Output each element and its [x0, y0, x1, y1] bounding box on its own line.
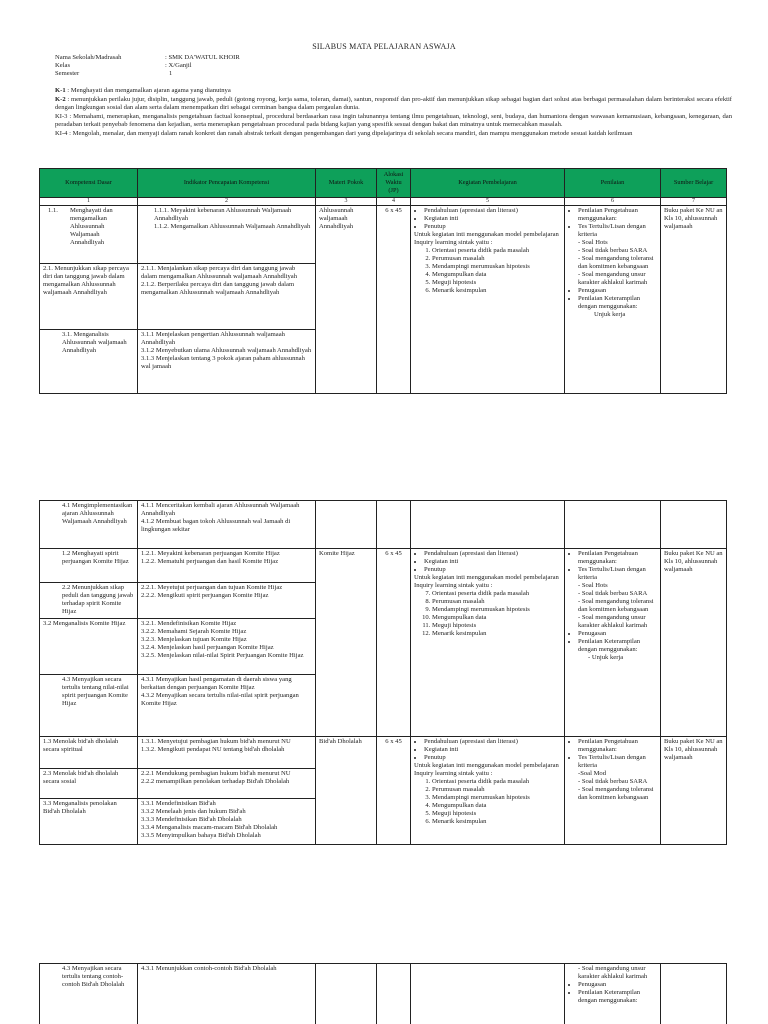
- materi-cell: Ahlussunnah waljamaah Annahdliyah: [316, 206, 377, 394]
- syllabus-table-2: [39, 500, 727, 845]
- materi-cell: Komite Hijaz: [316, 549, 377, 737]
- penilaian-cell: • Penilaian Pengetahuan menggunakan: • Tes Tertulis/Lisan dengan kriteria - Soal Hots - Soal tidak berbau SARA - Soal mengandung toleransi dan komitmen kebangsaan - Soal mengandung unsur karakter akhlakul karimah • Penugasan • Penilaian Keterampilan dengan menggunakan: - Unjuk kerja: [565, 549, 661, 737]
- table-row: [40, 964, 727, 1024]
- sumber-cell: Buku paket Ke NU an Kls 10, ahlussunnah waljamaah: [661, 549, 727, 737]
- kd-cell: 4.3 Menyajikan secara tertulis tentang nilai-nilai spirit perjuangan Komite Hijaz: [40, 675, 138, 737]
- info-semester: Semester 1: [55, 70, 173, 78]
- penilaian-cell: - Soal mengandung unsur karakter akhlakul karimah • Penugasan • Penilaian Keterampilan dengan menggunakan:: [565, 964, 661, 1024]
- sumber-cell: Buku paket Ke NU an Kls 10, ahlussunnah waljamaah: [661, 206, 727, 394]
- sumber-cell: Buku paket Ke NU an Kls 10, ahlussunnah waljamaah: [661, 737, 727, 845]
- info-class: Kelas : X/Ganjil: [55, 62, 192, 70]
- kegiatan-cell: • Pendahuluan (apresiasi dan literasi) • Kegiatan inti • Penutup Untuk kegiatan inti menggunakan model pembelajaran Inquiry learning sintak yaitu : 1. Orientasi peserta didik pada masalah 2. Perumusan masalah 3. Mendampingi merumuskan hipotesis 4. Mengumpulkan data 5. Meguji hipotesis 6. Menarik kesimpulan: [411, 206, 565, 394]
- indicator-cell: 4.3.1 Menunjukkan contoh-contoh Bid'ah Dholalah: [138, 964, 316, 1024]
- indicator-cell: 2.2.1. Meyetujui perjuangan dan tujuan Komite Hijaz 2.2.2. Mengikuti spirit perjuangan Komite Hijaz: [138, 583, 316, 619]
- indicator-cell: 1.2.1. Meyakini kebenaran perjuangan Komite Hijaz 1.2.2. Mematuhi perjuangan dan hasil Komite Hijaz: [138, 549, 316, 583]
- table-header-row: Kompetensi Dasar Indikator Pencapaian Kompetensi Materi Pokok Alokasi Waktu (JP) Kegiatan Pembelajaran Penilaian Sumber Belajar: [40, 169, 727, 198]
- indicator-cell: 3.3.1 Mendefinisikan Bid'ah 3.3.2 Menelaah jenis dan hukum Bid'ah 3.3.3 Mendefinisikan Bid'ah Dholalah 3.3.4 Menganalisis macam-macam Bid'ah Dholalah 3.3.5 Menyimpulkan bahaya Bid'ah Dholalah: [138, 799, 316, 845]
- info-school: Nama Sekolah/Madrasah : SMK DA'WATUL KHOIR: [55, 54, 240, 61]
- ki-4: KI-4 : Mengolah, menalar, dan menyaji dalam ranah konkret dan ranah abstrak terkait dengan pengembangan dari yang dipelajarinya di sekolah secara mandiri, dan mampu menggunakan metode sesuai kaidah keilmuan: [55, 130, 633, 138]
- school-info: [55, 54, 240, 79]
- kd-cell: 1.3 Menolak bid'ah dholalah secara spiritual: [40, 737, 138, 769]
- ki-1: K-1 : Menghayati dan mengamalkan ajaran agama yang dianutnya: [55, 87, 231, 94]
- kd-cell: 3.2 Menganalisis Komite Hijaz: [40, 619, 138, 675]
- syllabus-table-1: [39, 168, 727, 394]
- table-row: [40, 206, 727, 264]
- core-competencies: [55, 87, 732, 139]
- materi-cell: Bid'ah Dholalah: [316, 737, 377, 845]
- ki-2: K-2 : menunjukkan perilaku jujur, disiplin, tanggung jawab, peduli (gotong royong, kerja sama, toleran, damai), santun, responsif dan pro-aktif dan menunjukkan sikap sebagai bagian dari solusi atas berbagai permasalahan dalam berinteraksi secara efektif dengan lingkungan sosial dan alam serta dalam menempatkan diri sebagai cerminan bangsa dalam pergaulan dunia.: [55, 96, 732, 112]
- kegiatan-cell: • Pendahuluan (apresiasi dan literasi) • Kegiatan inti • Penutup Untuk kegiatan inti menggunakan model pembelajaran Inquiry learning sintak yaitu : 1. Orientasi peserta didik pada masalah 2. Perumusan masalah 3. Mendampingi merumuskan hipotesis 4. Mengumpulkan data 5. Meguji hipotesis 6. Menarik kesimpulan: [411, 737, 565, 845]
- kd-cell: 2.3 Menolak bid'ah dholalah secara sosial: [40, 769, 138, 799]
- indicator-cell: 2.2.1 Mendukung pembagian hukum bid'ah menurut NU 2.2.2 menampilkan penolakan terhadap Bid'ah Dholalah: [138, 769, 316, 799]
- indicator-cell: 4.3.1 Menyajikan hasil pengamatan di daerah siswa yang berkaitan dengan perjuangan Komite Hijaz 4.3.2 Menyajikan secara tertulis nilai-nilai spirit perjuangan Komite Hijaz: [138, 675, 316, 737]
- kd-cell: 2.1. Menunjukkan sikap percaya diri dan tanggung jawab dalam mengamalkan Ahlussunnah waljamaah Annahdliyah: [40, 264, 138, 330]
- page-title: SILABUS MATA PELAJARAN ASWAJA: [312, 42, 456, 51]
- penilaian-cell: • Penilaian Pengetahuan menggunakan: • Tes Tertulis/Lisan dengan kriteria -Soal Mod - Soal tidak berbau SARA - Soal mengandung toleransi dan komitmen kebangsaan: [565, 737, 661, 845]
- kd-cell: 4.1 Mengimplementasikan ajaran Ahlussunnah Waljamaah Annahdliyah: [40, 501, 138, 549]
- syllabus-table-3: [39, 963, 727, 1024]
- waktu-cell: 6 x 45: [377, 549, 411, 737]
- kd-cell: 3.1. Menganalisis Ahlussunnah waljamaah Annahdliyah: [40, 330, 138, 394]
- indicator-cell: 1.1.1. Meyakini kebenaran Ahlussunnah Waljamaah Annahdliyah 1.1.2. Mengamalkan Ahlussunnah Waljamaah Annahdliyah: [138, 206, 316, 264]
- table-row: [40, 501, 727, 549]
- indicator-cell: 4.1.1 Menceritakan kembali ajaran Ahlussunnah Waljamaah Annahdliyah 4.1.2 Membuat bagan tokoh Ahlussunnah wal Jamaah di lingkungan sekitar: [138, 501, 316, 549]
- waktu-cell: 6 x 45: [377, 737, 411, 845]
- penilaian-cell: • Penilaian Pengetahuan menggunakan: • Tes Tertulis/Lisan dengan kriteria - Soal Hots - Soal tidak berbau SARA - Soal mengandung toleransi dan komitmen kebangsaan - Soal mengandung unsur karakter akhlakul karimah • Penugasan • Penilaian Keterampilan dengan menggunakan: Unjuk kerja: [565, 206, 661, 394]
- indicator-cell: 3.1.1 Menjelaskan pengertian Ahlussunnah waljamaah Annahdliyah 3.1.2 Menyebutkan ulama Ahlussunnah waljamaah Annahdliyah 3.1.3 Menjelaskan tentang 3 pokok ajaran paham ahlussunnah wal jamaah: [138, 330, 316, 394]
- indicator-cell: 1.3.1. Menyetujui pembagian hukum bid'ah menurut NU 1.3.2. Mengikuti pendapat NU tentang bid'ah dholalah: [138, 737, 316, 769]
- table-row: [40, 549, 727, 583]
- kegiatan-cell: • Pendahuluan (apresiasi dan literasi) • Kegiatan inti • Penutup Untuk kegiatan inti menggunakan model pembelajaran Inquiry learning sintak yaitu : 7. Orientasi peserta didik pada masalah 8. Perumusan masalah 9. Mendampingi merumuskan hipotesis 10. Mengumpulkan data 11. Meguji hipotesis 12. Menarik kesimpulan: [411, 549, 565, 737]
- ki-3: KI-3 : Memahami, menerapkan, menganalisis pengetahuan factual konseptual, procedural berdasarkan rasa ingin tahunannya tentang ilmu pengetahuan, teknologi, seni, budaya, dan humaniora dengan wawasan kemanusiaan, kebangsaan, kenegaraan, dan peradaban terkait penyebab fenomena dan kejadian, serta menerapkan pengetahuan procedural pada bidang kajian yang spesifik sesuai dengan bakat dan minatnya untuk memecahkan masalah.: [55, 113, 732, 129]
- column-number-row: 1 2 3 4 5 6 7: [40, 198, 727, 206]
- indicator-cell: 2.1.1. Menjalankan sikap percaya diri dan tanggung jawab dalam mengamalkan Ahlussunnah waljamaah Annahdliyah 2.1.2. Berperilaku percaya diri dan tanggung jawab dalam mengamalkan Ahlussunnah waljamaah Annahdliyah: [138, 264, 316, 330]
- kd-cell: 3.3 Menganalisis penolakan Bid'ah Dholalah: [40, 799, 138, 845]
- waktu-cell: 6 x 45: [377, 206, 411, 394]
- kd-cell: 1.2 Menghayati spirit perjuangan Komite Hijaz: [40, 549, 138, 583]
- kd-cell: 2.2 Menunjukkan sikap peduli dan tanggung jawab terhadap spirit Komite Hijaz: [40, 583, 138, 619]
- kd-cell: 4.3 Menyajikan secara tertulis tentang contoh-contoh Bid'ah Dholalah: [40, 964, 138, 1024]
- table-row: [40, 737, 727, 769]
- indicator-cell: 3.2.1. Mendefinisikan Komite Hijaz 3.2.2. Memahami Sejarah Komite Hijaz 3.2.3. Menjelaskan tujuan Komite Hijaz 3.2.4. Menjelaskan hasil perjuangan Komite Hijaz 3.2.5. Menjelaskan nilai-nilai Spirit Perjuangan Komite Hijaz: [138, 619, 316, 675]
- kd-cell: 1.1. Menghayati dan mengamalkan Ahlussunnah Waljamaah Annahdliyah: [40, 206, 138, 264]
